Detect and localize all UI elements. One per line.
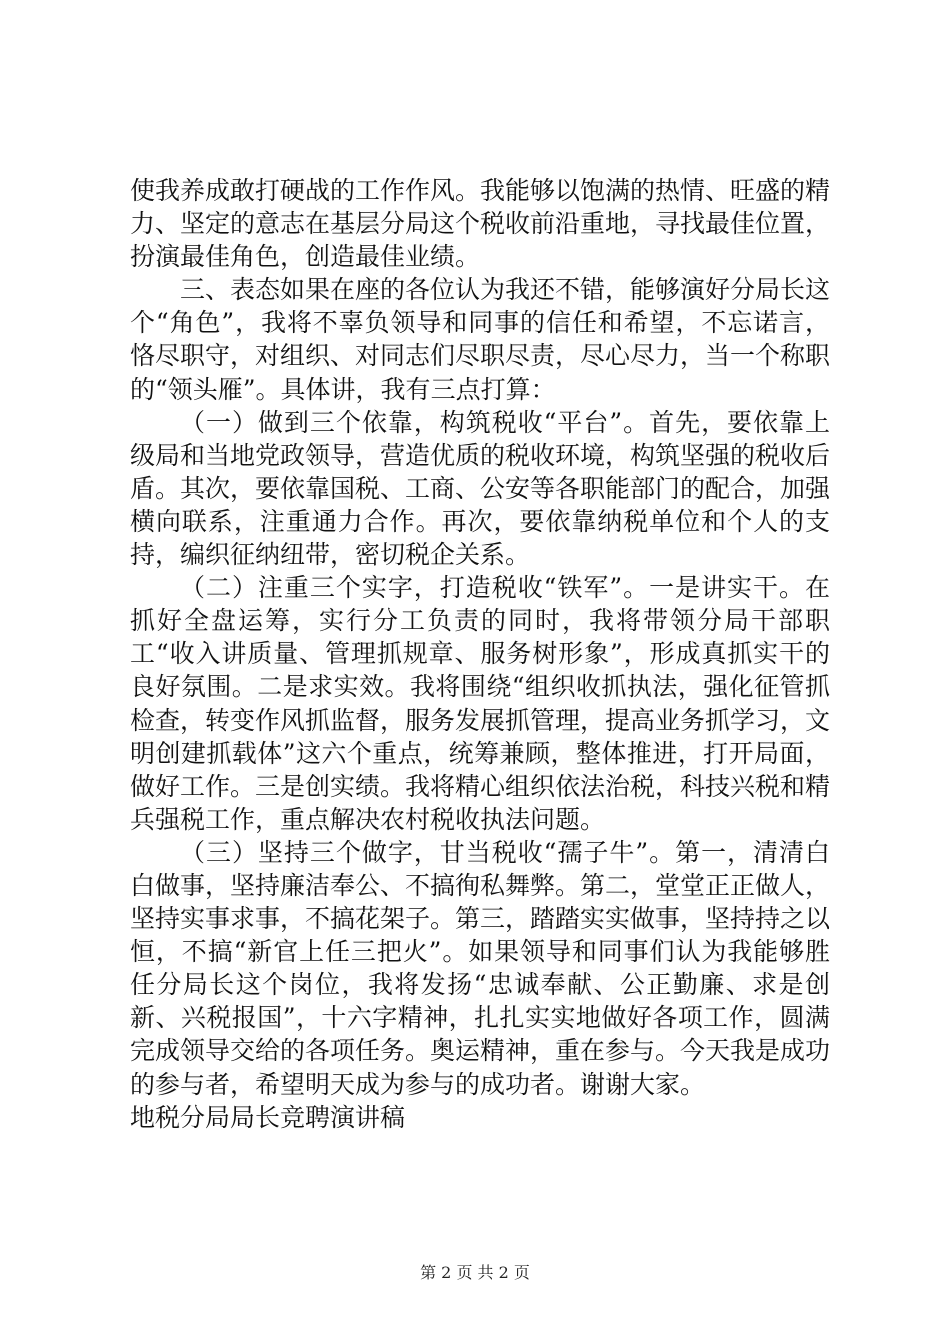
paragraph-point-two: （二）注重三个实字，打造税收“铁军”。一是讲实干。在抓好全盘运筹，实行分工负责的同时，我将带领分局干部职工“收入讲质量、管理抓规章、服务树形象”，形成真抓实干的良好氛围。二是求实效。我将围绕“组织收抓执法，强化征管抓检查，转变作风抓监督，服务发展抓管理，提高业务抓学习，文明创建抓载体”这六个重点，统筹兼顾，整体推进，打开局面，做好工作。三是创实绩。我将精心组织依法治税，科技兴税和精兵强税工作，重点解决农村税收执法问题。 (130, 573, 831, 834)
paragraph-point-three: （三）坚持三个做字，甘当税收“孺子牛”。第一，清清白白做事，坚持廉洁奉公、不搞徇私舞弊。第二，堂堂正正做人，坚持实事求事，不搞花架子。第三，踏踏实实做事，坚持持之以恒，不搞“新官上任三把火”。如果领导和同事们认为我能够胜任分局长这个岗位，我将发扬“忠诚奉献、公正勤廉、求是创新、兴税报国”，十六字精神，扎扎实实地做好各项工作，圆满完成领导交给的各项任务。奥运精神，重在参与。今天我是成功的参与者，希望明天成为参与的成功者。谢谢大家。 (130, 837, 831, 1099)
document-title-trailer: 地税分局局长竞聘演讲稿 (130, 1102, 406, 1132)
paragraph-continuation: 使我养成敢打硬战的工作作风。我能够以饱满的热情、旺盛的精力、坚定的意志在基层分局这个税收前沿重地，寻找最佳位置，扮演最佳角色，创造最佳业绩。 (130, 176, 831, 272)
page-footer (0, 1263, 950, 1283)
paragraph-section-three-statement: 三、表态如果在座的各位认为我还不错，能够演好分局长这个“角色”，我将不辜负领导和同事的信任和希望，不忘诺言，恪尽职守，对组织、对同志们尽职尽责，尽心尽力，当一个称职的“领头雁”。具体讲，我有三点打算： (130, 275, 831, 404)
page-number-label: 第 2 页 共 2 页 (420, 1263, 530, 1282)
paragraph-point-one: （一）做到三个依靠，构筑税收“平台”。首先，要依靠上级局和当地党政领导，营造优质的税收环境，构筑坚强的税收后盾。其次，要依靠国税、工商、公安等各职能部门的配合，加强横向联系，注重通力合作。再次，要依靠纳税单位和个人的支持，编织征纳纽带，密切税企关系。 (130, 407, 831, 570)
document-body (130, 174, 830, 1134)
